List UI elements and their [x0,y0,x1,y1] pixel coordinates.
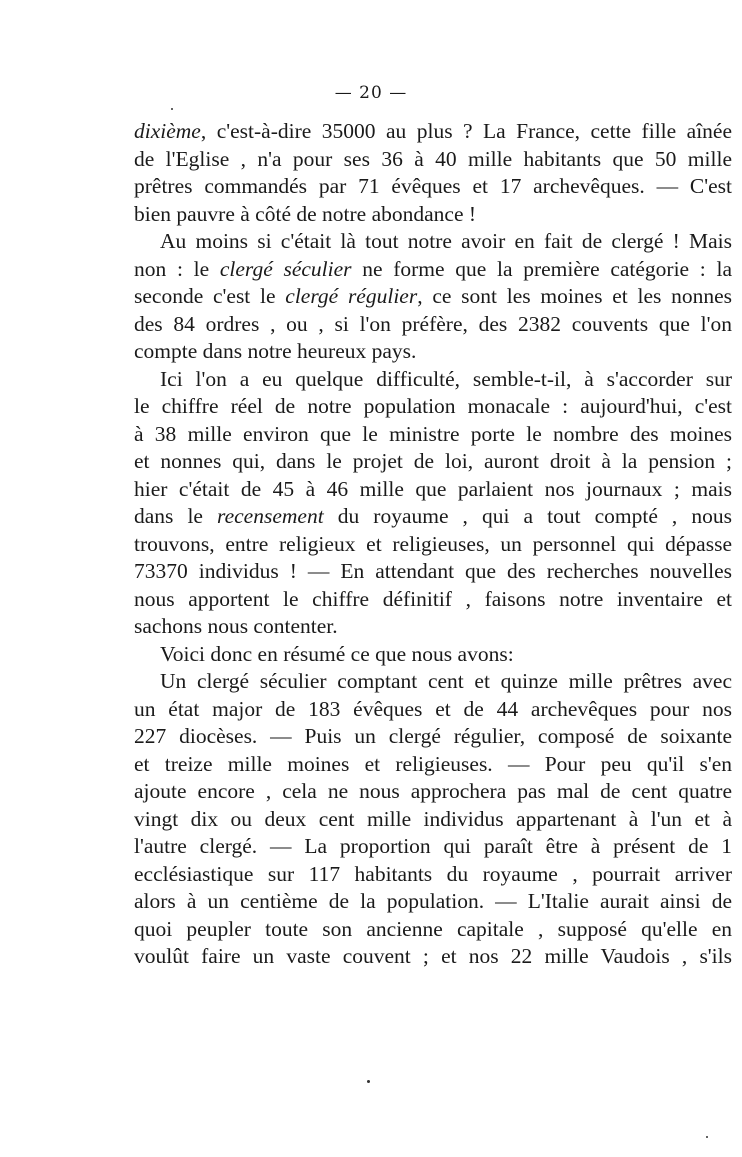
text-line [134,338,732,366]
text-line [134,916,732,944]
text-run: seconde c'est le [134,284,286,308]
text-run: ajoute encore , cela ne nous approchera pas mal de cent quatre [134,779,732,803]
text-line [134,393,732,421]
text-run: quoi peupler toute son ancienne capitale , supposé qu'elle en [134,916,732,941]
text-run: de l'Eglise , n'a pour ses 36 à 40 mille habitants que 50 mille [134,146,732,171]
text-line [134,558,732,586]
text-line [134,696,732,724]
text-line [134,283,732,311]
text-line [134,833,732,861]
italic-run: clergé régulier [285,284,418,308]
text-run: vingt dix ou deux cent mille individus appartenant à l'un et à [134,806,732,831]
text-run: du royaume , qui a tout compté , nous [323,504,732,528]
text-run: à 38 mille environ que le ministre porte le nombre des moines [134,421,732,446]
text-line [134,256,732,284]
text-line [134,806,732,834]
text-line [134,476,732,504]
text-run: ecclésiastique sur 117 habitants du royaume , pourrait arriver [134,861,732,886]
italic-run: clergé séculier [219,256,352,281]
text-run: sachons nous contenter. [134,614,338,638]
text-run: et nonnes qui, dans le projet de loi, auront droit à la pension ; [134,449,732,473]
italic-run: recensement [217,504,324,528]
paper-speck [171,108,173,110]
text-run: prêtres commandés par 71 évêques et 17 archevêques. — C'est [134,174,732,198]
text-run: le chiffre réel de notre population monacale : aujourd'hui, c'est [134,394,732,418]
text-run: Ici l'on a eu quelque difficulté, semble-t-il, à s'accorder sur [160,366,732,391]
paper-speck [367,1080,370,1083]
text-run: 73370 individus ! — En attendant que des recherches nouvelles [134,559,732,583]
text-line [134,118,732,146]
text-line [134,751,732,779]
text-line [134,366,732,394]
text-line [134,668,732,696]
page-number: — 20 — [334,83,408,103]
text-run: 227 diocèses. — Puis un clergé régulier, composé de soixante [134,724,732,748]
text-line [134,503,732,531]
text-run: bien pauvre à côté de notre abondance ! [134,201,477,226]
text-line [134,448,732,476]
text-line [134,311,732,339]
text-line [134,201,732,229]
text-run: hier c'était de 45 à 46 mille que parlaient nos journaux ; mais [134,476,732,501]
text-line [134,531,732,559]
text-run: trouvons, entre religieux et religieuses, un personnel qui dépasse [134,531,732,556]
text-run: alors à un centième de la population. — L'Italie aurait ainsi de [134,889,732,913]
text-line [134,943,732,971]
text-run: , ce sont les moines et les nonnes [417,284,732,308]
text-line [134,146,732,174]
text-run: dans le [134,504,218,528]
text-line [134,421,732,449]
text-line [134,641,732,669]
body-text [134,118,732,971]
text-run: nous apportent le chiffre définitif , faisons notre inventaire et [134,586,732,611]
text-line [134,861,732,889]
text-run: un état major de 183 évêques et de 44 archevêques pour nos [134,696,732,721]
text-run: compte dans notre heureux pays. [134,339,417,363]
paragraph [134,118,732,228]
text-run: des 84 ordres , ou , si l'on préfère, des 2382 couvents que l'on [134,311,732,336]
text-line [134,778,732,806]
text-line [134,613,732,641]
text-run: Voici donc en résumé ce que nous avons: [160,641,514,666]
italic-run: dixième [134,119,201,143]
text-line [134,173,732,201]
text-run: l'autre clergé. — La proportion qui paraît être à présent de 1 [134,834,732,858]
text-run: Au moins si c'était là tout notre avoir en fait de clergé ! Mais [160,229,732,253]
text-line [134,888,732,916]
text-run: et treize mille moines et religieuses. — Pour peu qu'il s'en [134,751,732,776]
paragraph [134,366,732,641]
text-run: non : le [134,256,220,281]
text-run: Un clergé séculier comptant cent et quinze mille prêtres avec [160,669,732,693]
paper-speck [706,1136,708,1138]
text-run: ne forme que la première catégorie : la [351,256,732,281]
text-line [134,586,732,614]
paragraph [134,668,732,971]
text-line [134,228,732,256]
paragraph [134,641,732,669]
paragraph [134,228,732,366]
text-run: voulût faire un vaste couvent ; et nos 22 mille Vaudois , s'ils [134,944,732,968]
text-line [134,723,732,751]
text-run: , c'est-à-dire 35000 au plus ? La France, cette fille aînée [200,119,732,143]
